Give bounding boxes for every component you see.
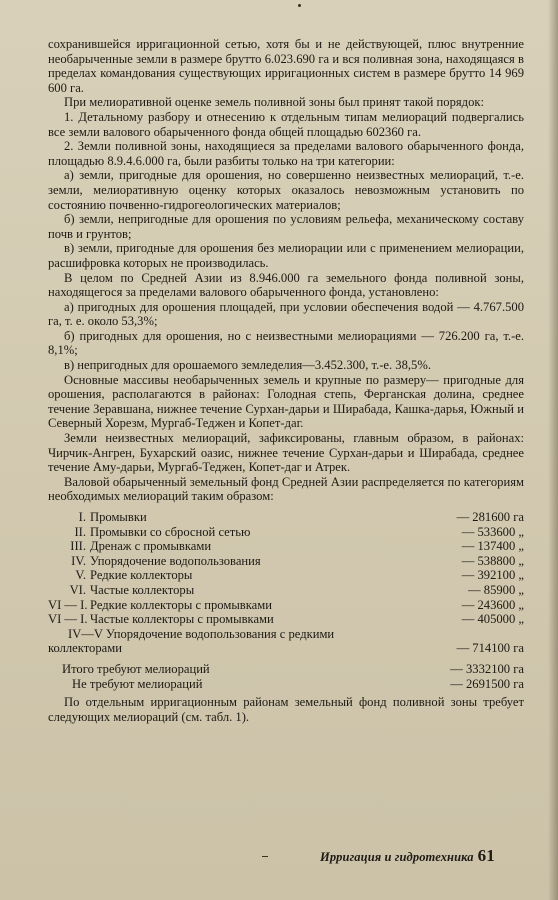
category-number: VI. — [69, 582, 86, 597]
running-footer — [320, 846, 495, 866]
category-label: Редкие коллекторы — [90, 568, 193, 583]
paragraph: Основные массивы необарыченных земель и крупные по размеру— пригодные для орошения, располагаются в районах: Голодная степь, Ферганская долина, среднее течение Зеравшана, нижнее течение Сурхан-дарьи и Ширабада, Кашка-дарья, Южный и Северный Хорезм, Мургаб-Теджен и Копет-даг. — [48, 372, 524, 431]
category-value: — 243600 „ — [461, 597, 524, 612]
paragraph: б) земли, непригодные для орошения по условиям рельефа, механическому составу почв и грунтов; — [48, 212, 524, 241]
total-value: — 2691500 га — [450, 676, 524, 691]
paragraph: сохранившейся ирригационной сетью, хотя бы и не действующей, плюс внутренние необарыченные земли в размере брутто 6.023.690 га и вся поливная зона, находящаяся в пределах командования существующих ирригационных систем в размере брутто 14 969 600 га. — [48, 37, 524, 95]
paragraph: а) пригодных для орошения площадей, при условии обеспечения водой — 4.767.500 га, т. е. около 53,3%; — [48, 299, 524, 329]
category-row — [48, 510, 524, 525]
category-number: VI — I. — [48, 597, 88, 612]
category-label: Частые коллекторы — [90, 582, 195, 597]
category-number: III. — [70, 539, 86, 554]
print-speck — [298, 4, 301, 7]
category-number: I. — [78, 510, 86, 524]
category-label-cont: коллекторами — [48, 641, 122, 656]
paragraph: 2. Земли поливной зоны, находящиеся за пределами валового обарыченного фонда, площадью 8.9.4.6.000 га, были разбиты только на три категории: — [48, 139, 524, 168]
category-row — [48, 568, 524, 583]
category-row — [48, 525, 524, 540]
category-value: — 85900 „ — [468, 582, 524, 597]
total-value: — 3332100 га — [450, 661, 524, 676]
melioration-category-list — [48, 510, 524, 691]
category-row — [48, 554, 524, 569]
category-value: — 714100 га — [456, 641, 524, 656]
category-row — [48, 612, 524, 627]
total-label: Итого требуют мелиораций — [62, 661, 210, 676]
category-row-last — [48, 627, 524, 656]
paragraph: В целом по Средней Азии из 8.946.000 га земельного фонда поливной зоны, находящегося за пределами валового обарыченного фонда, установлено: — [48, 270, 524, 300]
paragraph: в) земли, пригодные для орошения без мелиорации или с применением мелиорации, расшифровка которых не производилась. — [48, 241, 524, 270]
category-row — [48, 583, 524, 598]
category-number: VI — I. — [48, 612, 88, 627]
total-row — [48, 662, 524, 677]
category-number: V. — [75, 568, 86, 583]
category-value: — 392100 „ — [461, 568, 524, 583]
body-text — [48, 37, 524, 504]
footer-dash — [262, 856, 268, 857]
category-label: IV—V Упорядочение водопользования с редкими — [68, 626, 335, 641]
category-value: — 137400 „ — [461, 539, 524, 554]
total-row — [48, 677, 524, 692]
paragraph: в) непригодных для орошаемого земледелия—3.452.300, т.-е. 38,5%. — [64, 358, 431, 373]
paragraph: При мелиоративной оценке земель поливной зоны был принят такой порядок: — [64, 95, 484, 110]
category-label: Промывки — [90, 510, 147, 524]
page-number: 61 — [477, 846, 495, 865]
paragraph: б) пригодных для орошения, но с неизвестными мелиорациями — 726.200 га, т.-е. 8,1%; — [48, 328, 524, 358]
category-label: Частые коллекторы с промывками — [90, 612, 274, 627]
category-value: — 405000 „ — [461, 612, 524, 627]
category-label: Редкие коллекторы с промывками — [90, 597, 272, 612]
category-value: — 538800 „ — [461, 553, 524, 568]
category-label: Дренаж с промывками — [90, 539, 212, 554]
category-value: — 533600 „ — [461, 524, 524, 539]
category-label: Упорядочение водопользования — [90, 553, 261, 568]
category-number: II. — [74, 524, 86, 539]
paragraph: а) земли, пригодные для орошения, но совершенно неизвестных мелиораций, т.-е. земли, мелиоративную оценку которых оказалось невозможным установить по состоянию почвенно-гидрогеологических материалов; — [48, 168, 524, 212]
journal-title: Ирригация и гидротехника — [320, 850, 474, 864]
category-label: Промывки со сбросной сетью — [90, 524, 251, 539]
category-row — [48, 539, 524, 554]
paragraph: 1. Детальному разбору и отнесению к отдельным типам мелиораций подвергались все земли валового обарыченного фонда общей площадью 602360 га. — [48, 109, 524, 139]
category-row — [48, 598, 524, 613]
total-label: Не требуют мелиораций — [72, 676, 203, 691]
category-value: — 281600 га — [456, 510, 524, 524]
category-number: IV. — [71, 553, 86, 568]
paragraph: Земли неизвестных мелиораций, зафиксированы, главным образом, в районах: Чирчик-Ангрен, Бухарский оазис, нижнее течение Сурхан-дарьи и Ширабада, среднее течение Аму-дарьи, Мургаб-Теджен, Копет-даг и Атрек. — [48, 431, 524, 475]
closing-paragraph: По отдельным ирригационным районам земельный фонд поливной зоны требует следующих мелиораций (см. табл. 1). — [48, 695, 524, 724]
paragraph: Валовой обарыченный земельный фонд Средней Азии распределяется по категориям необходимых мелиораций таким образом: — [48, 474, 524, 504]
